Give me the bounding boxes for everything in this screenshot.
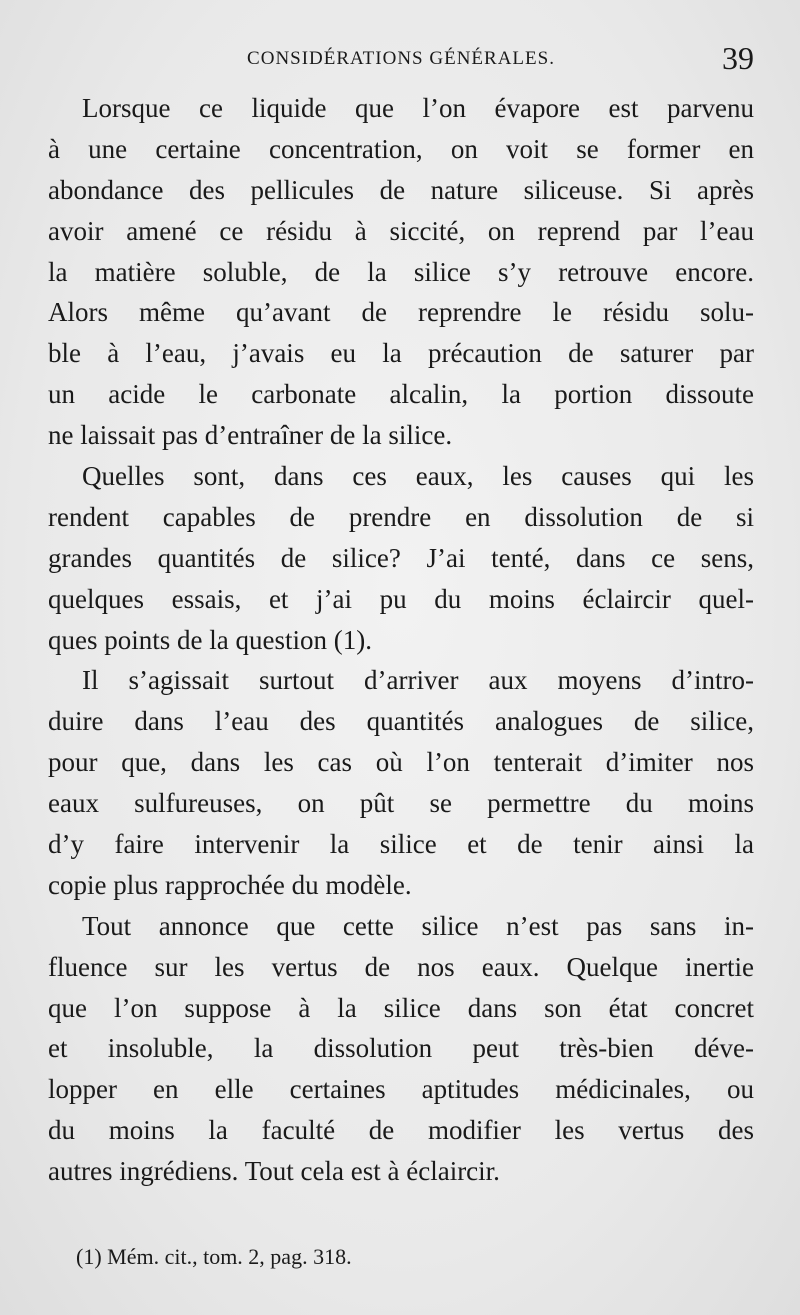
text-line: Quelles sont, dans ces eaux, les causes qui les bbox=[82, 461, 754, 492]
text-line: grandes quantités de silice? J’ai tenté, dans ce sens, bbox=[48, 542, 754, 573]
text-line: à une certaine concentration, on voit se former en bbox=[48, 133, 754, 164]
text-line: autres ingrédiens. Tout cela est à éclaircir. bbox=[48, 1156, 500, 1187]
page-number: 39 bbox=[722, 40, 754, 76]
text-line: Il s’agissait surtout d’arriver aux moyens d’intro- bbox=[82, 665, 754, 696]
text-line: Lorsque ce liquide que l’on évapore est parvenu bbox=[82, 93, 754, 123]
text-line: avoir amené ce résidu à siccité, on reprend par l’eau bbox=[48, 215, 754, 246]
text-line: pour que, dans les cas où l’on tenterait d’imiter nos bbox=[48, 747, 754, 778]
text-line: Tout annonce que cette silice n’est pas sans in- bbox=[82, 910, 754, 941]
text-line: la matière soluble, de la silice s’y retrouve encore. bbox=[48, 256, 754, 287]
text-line: rendent capables de prendre en dissolution de si bbox=[48, 501, 754, 532]
text-line: d’y faire intervenir la silice et de tenir ainsi la bbox=[48, 829, 754, 860]
text-line: eaux sulfureuses, on pût se permettre du moins bbox=[48, 788, 754, 819]
running-head: CONSIDÉRATIONS GÉNÉRALES. bbox=[247, 48, 555, 69]
text-line: ques points de la question (1). bbox=[48, 624, 372, 655]
text-line: lopper en elle certaines aptitudes médicinales, ou bbox=[48, 1074, 754, 1105]
text-line: du moins la faculté de modifier les vertus des bbox=[48, 1115, 754, 1146]
text-line: un acide le carbonate alcalin, la portion dissoute bbox=[48, 379, 754, 410]
text-line: et insoluble, la dissolution peut très-bien déve- bbox=[48, 1033, 754, 1064]
text-line: que l’on suppose à la silice dans son état concret bbox=[48, 992, 754, 1023]
text-line: fluence sur les vertus de nos eaux. Quelque inertie bbox=[48, 951, 754, 982]
page-header bbox=[48, 40, 754, 80]
text-line: copie plus rapprochée du modèle. bbox=[48, 869, 412, 900]
text-line: quelques essais, et j’ai pu du moins éclaircir quel- bbox=[48, 583, 754, 614]
text-line: Alors même qu’avant de reprendre le résidu solu- bbox=[48, 297, 754, 328]
body-text bbox=[48, 88, 754, 1192]
footnote: (1) Mém. cit., tom. 2, pag. 318. bbox=[76, 1244, 352, 1269]
text-line: ne laissait pas d’entraîner de la silice. bbox=[48, 420, 453, 451]
text-line: duire dans l’eau des quantités analogues de silice, bbox=[48, 706, 754, 737]
text-line: ble à l’eau, j’avais eu la précaution de saturer par bbox=[48, 338, 754, 369]
text-line: abondance des pellicules de nature siliceuse. Si après bbox=[48, 174, 754, 205]
